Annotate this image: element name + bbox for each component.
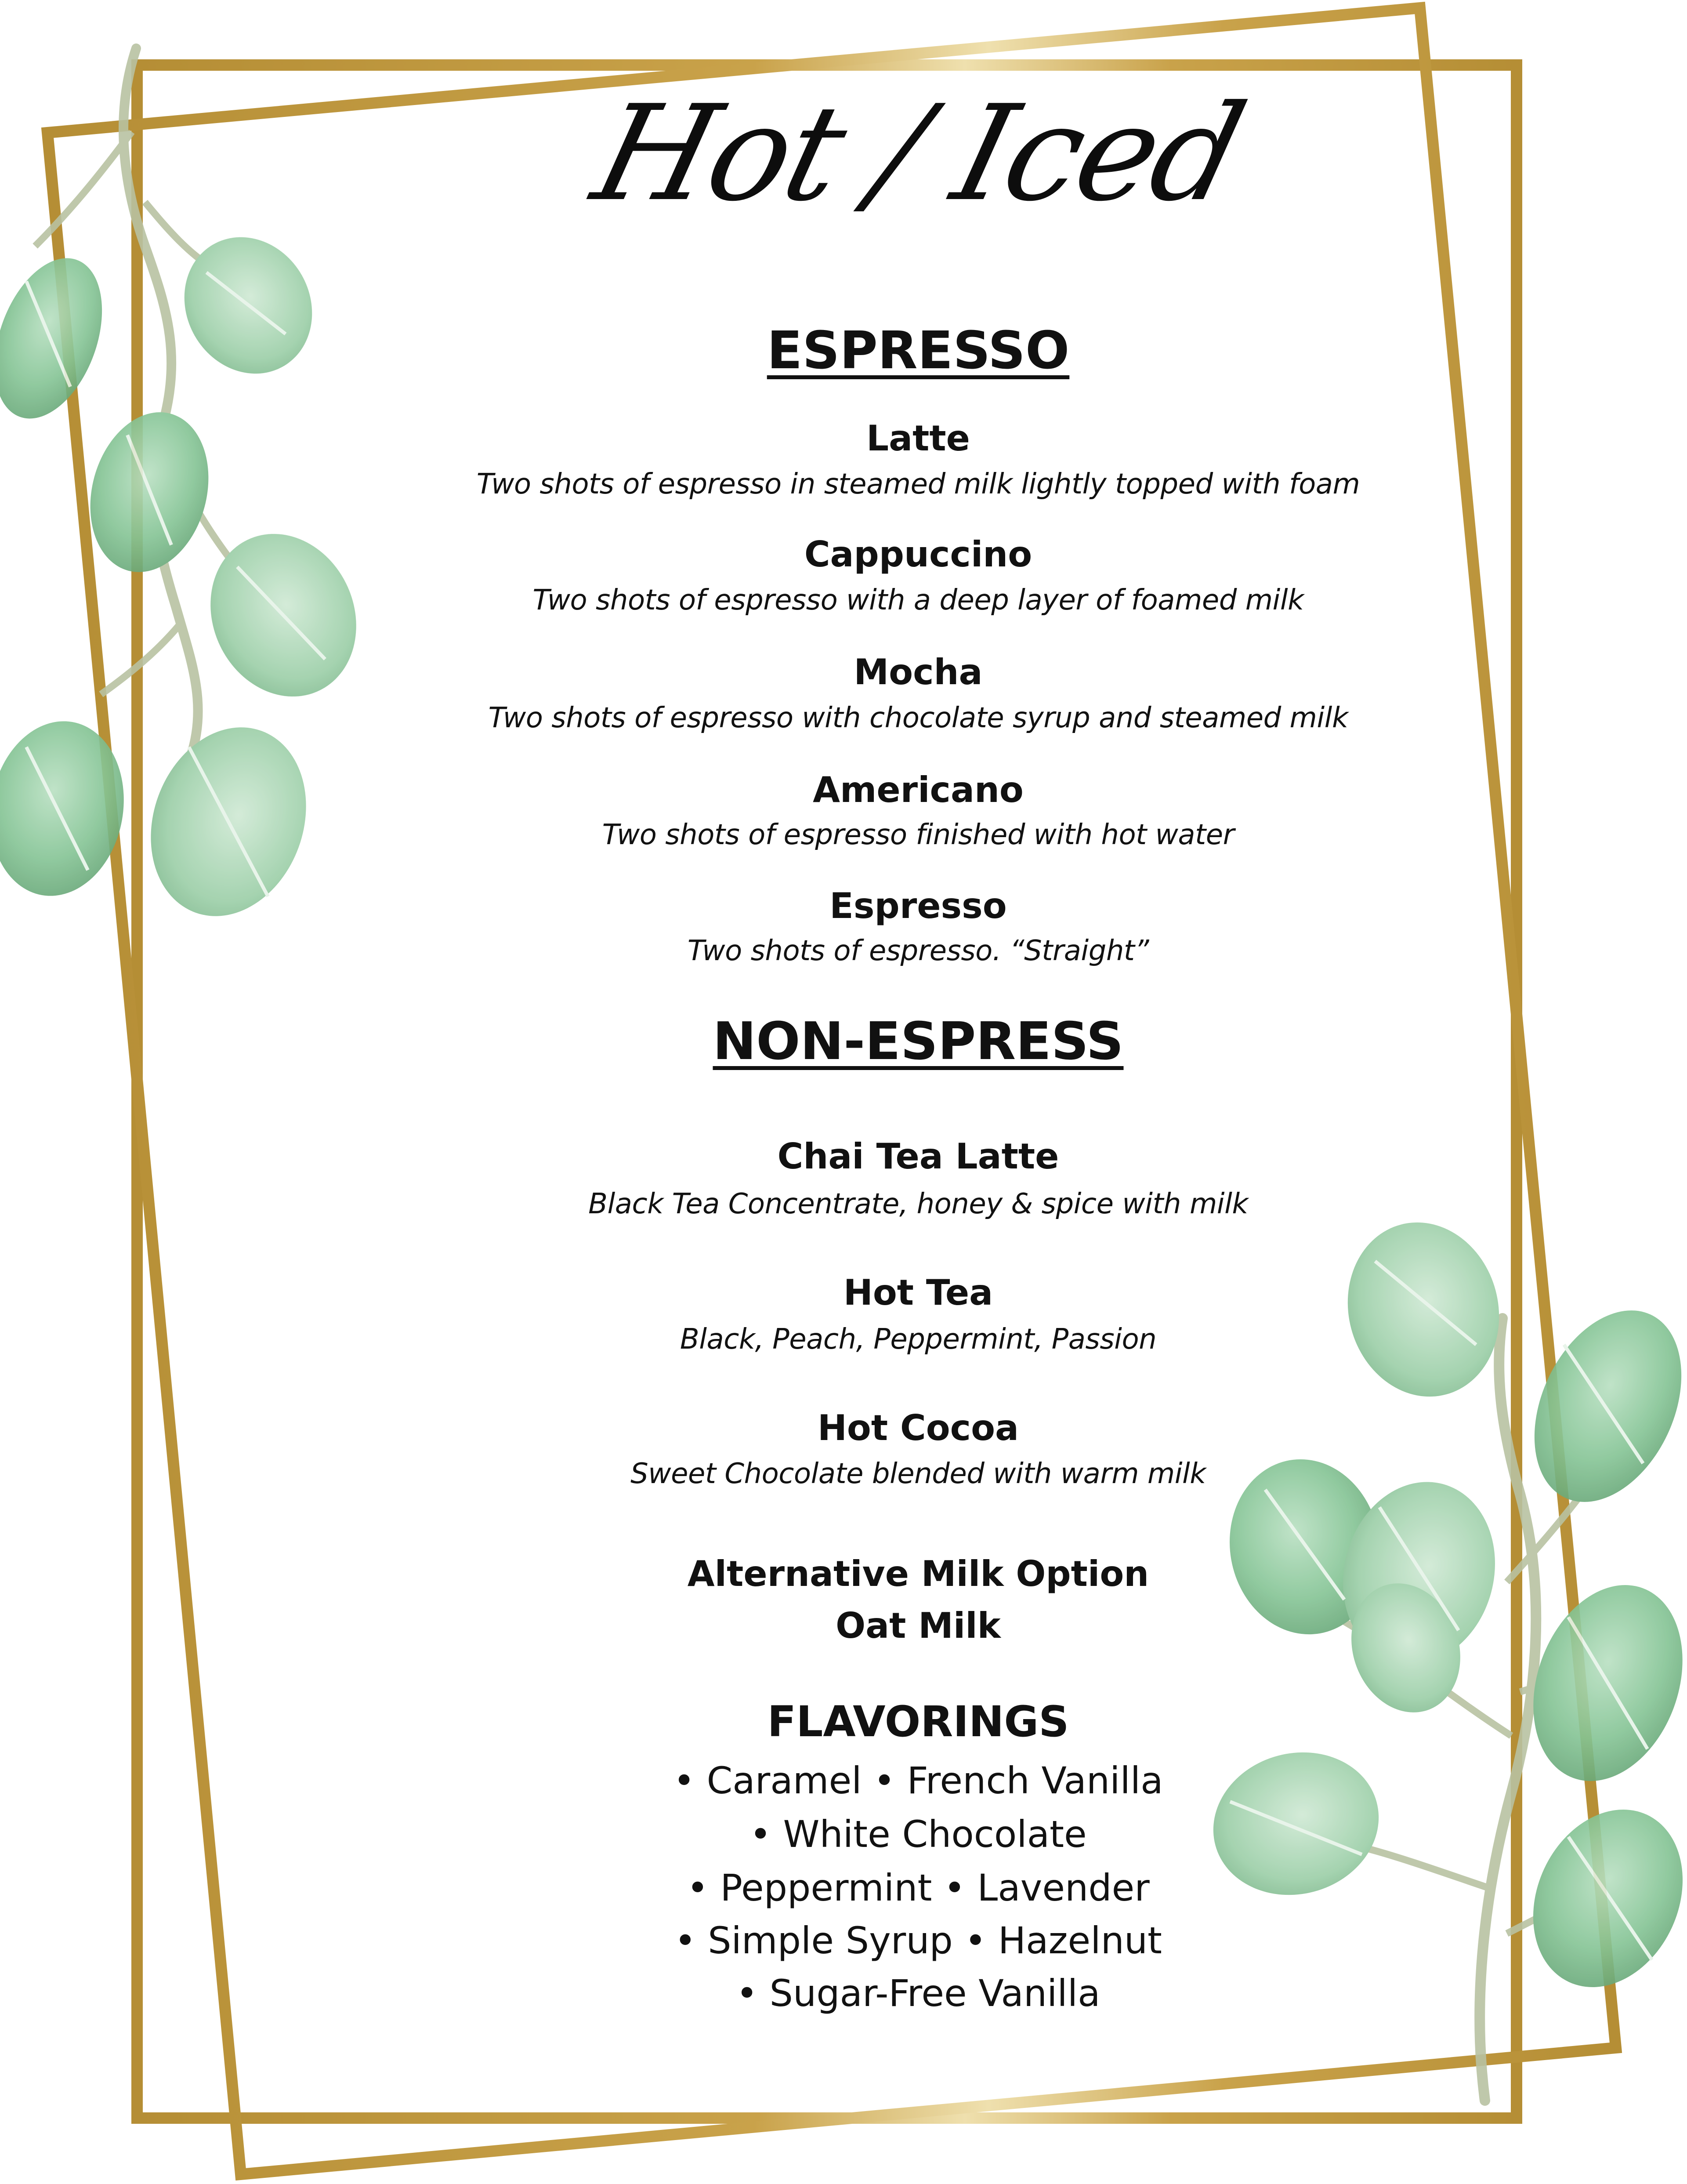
menu-item-chai-tea-latte-description: Black Tea Concentrate, honey & spice with milk (588, 1188, 1248, 1220)
menu-item-cappuccino: Cappuccino (804, 534, 1032, 575)
menu-item-hot-tea: Hot Tea (843, 1272, 993, 1313)
menu-item-espresso-description: Two shots of espresso. “Straight” (687, 935, 1149, 967)
flavoring-line: • Sugar-Free Vanilla (736, 1972, 1101, 2015)
menu-item-latte-description: Two shots of espresso in steamed milk lightly topped with foam (476, 468, 1360, 501)
flavorings-heading: FLAVORINGS (767, 1697, 1069, 1746)
flavoring-line: • Peppermint • Lavender (687, 1866, 1150, 1909)
menu-item-latte: Latte (866, 418, 970, 459)
menu-item-americano-description: Two shots of espresso finished with hot water (602, 819, 1234, 851)
menu-title: Hot / Iced (580, 77, 1256, 230)
menu-item-cappuccino-description: Two shots of espresso with a deep layer of foamed milk (532, 584, 1304, 617)
menu-item-mocha: Mocha (854, 652, 983, 693)
menu-item-chai-tea-latte: Chai Tea Latte (777, 1136, 1059, 1177)
flavoring-line: • White Chocolate (749, 1813, 1087, 1856)
flavoring-line: • Simple Syrup • Hazelnut (674, 1919, 1162, 1962)
menu-item-hot-cocoa: Hot Cocoa (817, 1408, 1019, 1448)
menu-item-mocha-description: Two shots of espresso with chocolate syrup and steamed milk (488, 702, 1348, 734)
flavoring-line: • Caramel • French Vanilla (673, 1759, 1163, 1802)
alt-milk-heading: Alternative Milk Option (687, 1553, 1149, 1594)
espresso-heading: ESPRESSO (767, 320, 1070, 381)
menu-item-americano: Americano (813, 769, 1024, 810)
non-espresso-heading: NON-ESPRESS (713, 1011, 1124, 1071)
menu-item-hot-cocoa-description: Sweet Chocolate blended with warm milk (630, 1458, 1206, 1490)
menu-item-hot-tea-description: Black, Peach, Peppermint, Passion (680, 1323, 1157, 1356)
alt-milk-option: Oat Milk (836, 1605, 1001, 1646)
menu-item-espresso: Espresso (829, 885, 1007, 926)
